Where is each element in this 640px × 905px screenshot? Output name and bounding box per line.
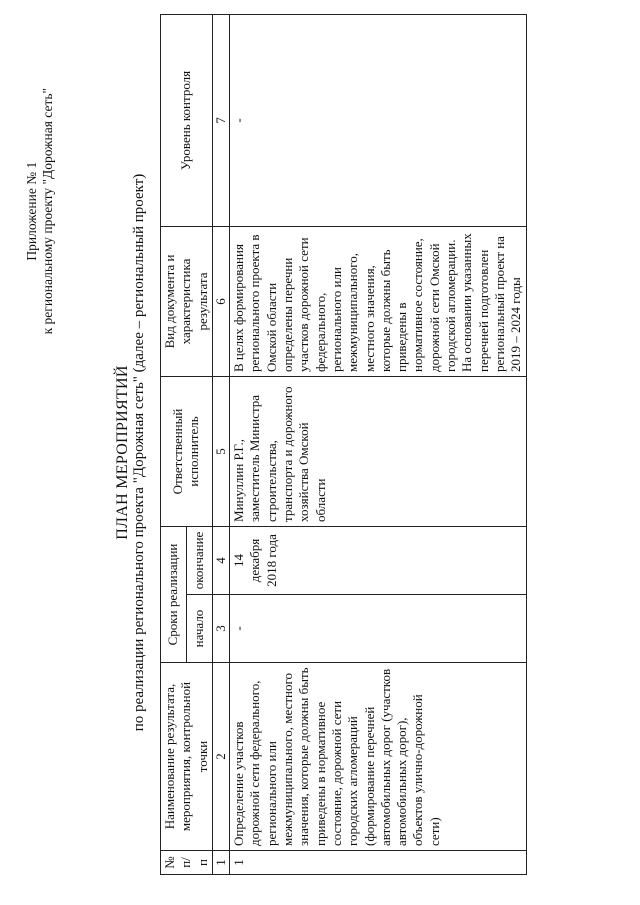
appendix-note [24,88,56,334]
column-number: 7 [212,14,229,226]
document-title [114,0,148,905]
row-start: - [230,595,526,663]
header-row-1 [161,14,187,874]
title-line-1: ПЛАН МЕРОПРИЯТИЙ [114,365,131,540]
header-terms: Сроки реализации [161,526,187,662]
column-number: 6 [212,226,229,376]
header-document: Вид документа и характеристика результата [161,226,213,376]
table-row [230,14,526,874]
header-num: № п/п [161,851,213,875]
row-end: 14 декабря 2018 года [230,526,526,594]
header-start: начало [186,595,212,663]
column-number: 3 [212,595,229,663]
column-number: 5 [212,376,229,526]
appendix-line-1: Приложение № 1 [24,161,39,261]
column-number-row [212,14,229,874]
column-number: 2 [212,663,229,851]
column-number: 4 [212,526,229,594]
header-responsible: Ответственный исполнитель [161,376,213,526]
appendix-line-2: к региональному проекту "Дорожная сеть" [40,88,55,335]
header-end: окончание [186,526,212,594]
row-name: Определение участков дорожной сети федерального, регионального или межмуниципального, местного значения, которые должны быть приведены в нормативное состояние, дорожной сети городских агломераций (формирование перечней автомобильных дорог (участков автомобильных дорог), объектов улично-дорожной сети) [230,663,526,851]
row-responsible: Минуллин Р.Г., заместитель Министра строительства, транспорта и дорожного хозяйства Омской области [230,376,526,526]
column-number: 1 [212,851,229,875]
row-control: - [230,14,526,226]
title-line-2: по реализации регионального проекта "Дорожная сеть" (далее – региональный проект) [131,173,147,732]
row-document: В целях формирования регионального проекта в Омской области определены перечни участков дорожной сети федерального, регионального или межмуниципального, местного значения, которые должны быть приведены в нормативное состояние, дорожной сети Омской городской агломерации. На основании указанных перечней подготовлен региональный проект на 2019 – 2024 годы [230,226,526,376]
activity-plan-table [160,14,527,875]
header-control: Уровень контроля [161,14,213,226]
row-num: 1 [230,851,526,875]
header-name: Наименование результата, мероприятия, контрольной точки [161,663,213,851]
